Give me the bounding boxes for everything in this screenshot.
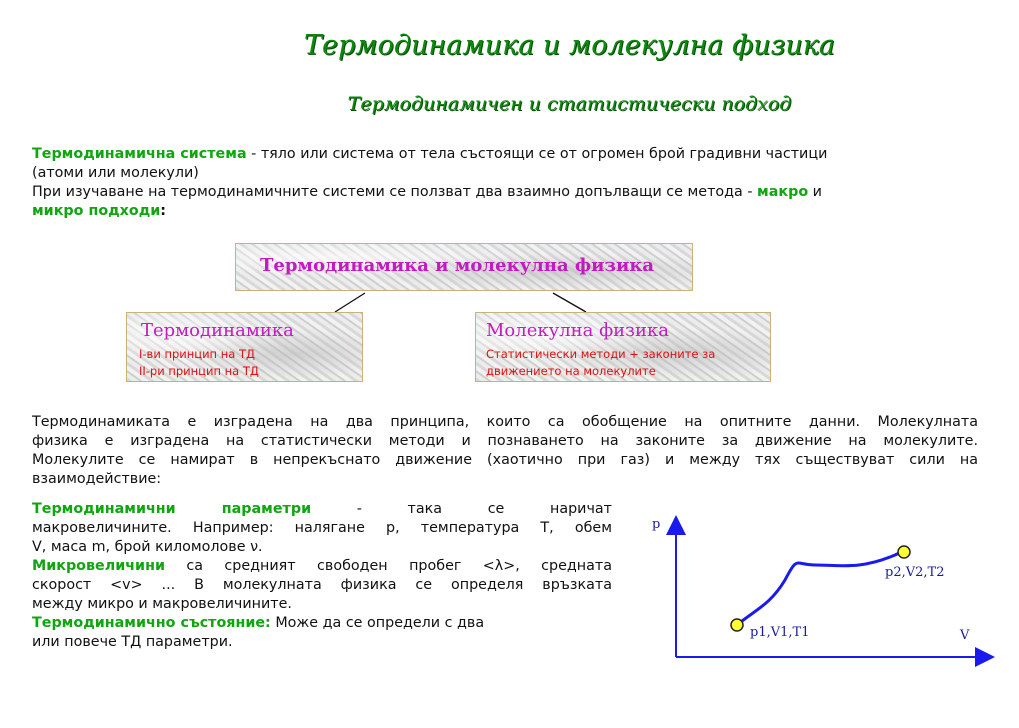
body-line-3: Молекулите се намират в непрекъснато движение (хаотично при газ) и между тях съществуват сили на xyxy=(32,452,978,468)
y-axis-label: p xyxy=(652,517,661,532)
definition-text: - тяло или система от тела състоящи се от огромен брой градивни частици xyxy=(246,146,828,162)
left-box-line-1: I-ви принцип на ТД xyxy=(139,347,255,361)
colon-text: : xyxy=(160,203,167,219)
body-line-4: взаимодействие: xyxy=(32,471,162,487)
point-2-label: p2,V2,T2 xyxy=(885,565,945,580)
term-thermo-state: Термодинамично състояние: xyxy=(32,615,271,631)
params-line-6: между микро и макровеличините. xyxy=(32,596,292,612)
params-line-3: V, маса m, брой киломолове ν. xyxy=(32,539,263,555)
state-text: Може да се определи с два xyxy=(270,615,485,631)
left-box-text xyxy=(139,346,259,380)
right-connector xyxy=(553,293,586,312)
intro-line-2: (атоми или молекули) xyxy=(32,165,199,181)
right-box-line-2: движението на молекулите xyxy=(486,364,656,378)
page-title: Термодинамика и молекулна физика xyxy=(304,30,835,61)
right-box-text xyxy=(486,346,715,380)
body-line-1: Термодинамиката е изградена на два принципа, които са обобщение на опитните данни. Молекулната xyxy=(32,414,978,430)
term-mikro: микро подходи xyxy=(32,203,161,219)
term-thermo-params: Термодинамични параметри xyxy=(32,501,312,517)
diagram-left-box xyxy=(126,312,363,382)
diagram-right-box xyxy=(475,312,771,382)
x-axis-label: V xyxy=(960,628,970,643)
page-subtitle: Термодинамичен и статистически подход xyxy=(347,93,792,115)
term-thermo-system: Термодинамична система xyxy=(32,146,247,162)
and-text: и xyxy=(808,184,822,200)
pv-graph xyxy=(640,505,1000,670)
left-box-line-2: II-ри принцип на ТД xyxy=(139,364,259,378)
params-line-5: скорост <v> ... В молекулната физика се определя връзката xyxy=(32,577,612,593)
term-micro: Микровеличини xyxy=(32,558,165,574)
right-box-line-1: Статистически методи + законите за xyxy=(486,347,716,361)
term-makro: макро xyxy=(757,184,809,200)
state-point-2 xyxy=(898,546,910,558)
diagram-top-title: Термодинамика и молекулна физика xyxy=(260,255,654,276)
left-connector xyxy=(335,293,365,312)
process-curve xyxy=(737,552,904,625)
params-line-1 xyxy=(32,500,612,519)
micro-text: са средният свободен пробег <λ>, средната xyxy=(164,558,612,574)
params-line-7 xyxy=(32,614,612,633)
params-line-4 xyxy=(32,557,612,576)
params-line-2: макровеличините. Например: налягане p, температура Т, обем xyxy=(32,520,612,536)
state-point-1 xyxy=(731,619,743,631)
params-paragraph xyxy=(32,500,612,652)
methods-text: При изучаване на термодинамичните системи се ползват два взаимно допълващи се метода - xyxy=(32,184,758,200)
params-text-1: - така се наричат xyxy=(311,501,612,517)
point-1-label: p1,V1,T1 xyxy=(750,625,810,640)
right-box-title: Молекулна физика xyxy=(486,320,669,341)
left-box-title: Термодинамика xyxy=(141,320,294,341)
body-paragraph xyxy=(32,413,978,489)
body-line-2: физика е изградена на статистически методи и познаването на законите за движение на молекулите. xyxy=(32,433,978,449)
params-line-8: или повече ТД параметри. xyxy=(32,634,233,650)
